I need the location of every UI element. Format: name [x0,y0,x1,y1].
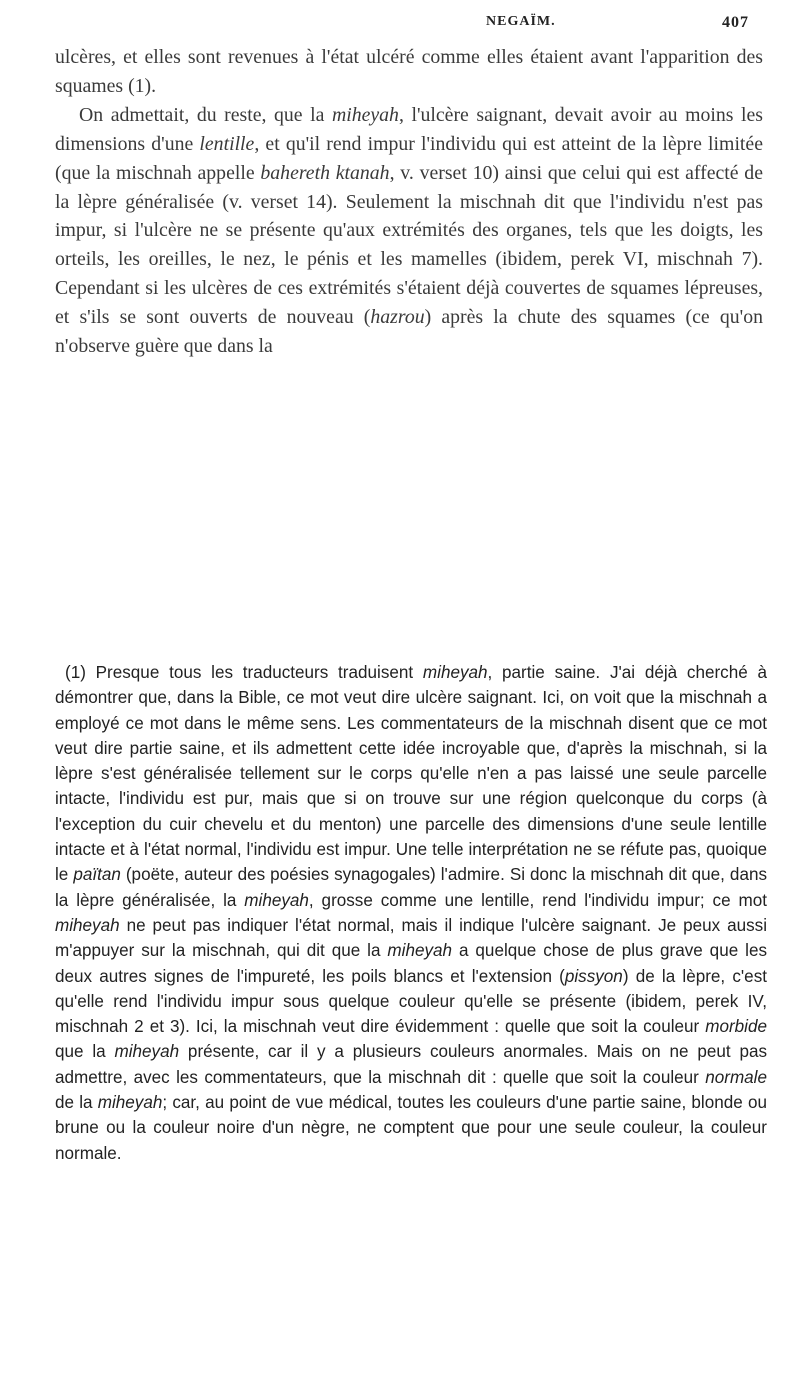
text-run: ; car, au point de vue médical, toutes les couleurs d'une partie saine, blonde ou brune ou la couleur noire d'un nègre, ne comptent que pour une seule couleur, la couleur normale. [55,1093,767,1163]
italic-term: hazrou [370,306,425,329]
main-text [55,43,763,361]
paragraph [55,101,763,361]
italic-term: miheyah [331,103,399,126]
page-number: 407 [722,14,749,31]
page-header [60,10,749,34]
italic-term: miheyah [387,941,453,961]
text-run: ulcères, et elles sont revenues à l'état ulcéré comme elles étaient avant l'apparition des squames (1). [55,46,763,97]
italic-term: bahereth ktanah [260,161,390,184]
text-run: , v. verset 10) ainsi que celui qui est affecté de la lèpre généralisée (v. verset 14). Seulement la mischnah dit que l'individu n'est pas impur, si l'ulcère ne se présente qu'aux extrémités des organes, tels que les doigts, les orteils, les oreilles, le nez, le pénis et les mamelles (ibidem, perek VI, mischnah 7). Cependant si les ulcères de ces extrémités s'étaient déjà couvertes de squames lépreuses, et s'ils se sont ouverts de nouveau ( [55,161,763,329]
text-run: (poëte, auteur des poésies synagogales) l'admire. Si donc la mischnah dit que, dans la lèpre généralisée, la [55,865,767,910]
text-run: de la [55,1093,98,1113]
text-run: présente, car il y a plusieurs couleurs anormales. Mais on ne peut pas admettre, avec les commentateurs, que la mischnah dit : quelle que soit la couleur [55,1042,768,1087]
text-run: , l'ulcère saignant, devait avoir au moins les dimensions d'une [55,103,763,155]
footnote-1 [55,660,767,1166]
text-run: (1) Presque tous les traducteurs traduisent [65,663,423,682]
italic-term: lentille [199,132,255,155]
text-run: ) après la chute des squames (ce qu'on n'observe guère que dans la [55,306,763,358]
text-run: ne peut pas indiquer l'état normal, mais il indique l'ulcère saignant. Je peux aussi m'appuyer sur la mischnah, qui dit que la [55,915,767,961]
text-run: , et qu'il rend impur l'individu qui est atteint de la lèpre limitée (que la mischnah appelle [55,132,763,184]
text-run: On admettait, du reste, que la [79,103,332,126]
text-run: ) de la lèpre, c'est qu'elle rend l'individu impur sous quelque couleur qu'elle se présente (ibidem, perek IV, mischnah 2 et 3). Ici, la mischnah veut dire évidemment : quelle que soit la couleur [55,966,767,1037]
italic-term: miheyah [422,663,488,682]
italic-term: normale [705,1067,767,1087]
italic-term: miheyah [97,1093,163,1113]
italic-term: morbide [705,1017,767,1037]
italic-term: païtan [73,865,121,885]
italic-term: miheyah [114,1042,180,1062]
text-run: , grosse comme une lentille, rend l'individu impur; ce mot [308,890,767,910]
italic-term: miheyah [244,890,309,910]
italic-term: miheyah [55,915,120,935]
text-run: que la [55,1042,115,1062]
text-run: , partie saine. J'ai déjà cherché à démontrer que, dans la Bible, ce mot veut dire ulcère saignant. Ici, on voit que la mischnah a employé ce mot dans le même sens. Les commentateurs de la mischnah disent que ce mot veut dire partie saine, et ils admettent cette idée incroyable que, d'après la mischnah, si la lèpre s'est généralisée tellement sur le corps qu'elle n'en a pas laissé une seule parcelle intacte, l'individu est pur, mais que si on trouve sur une région quelconque du corps (à l'exception du cuir chevelu et du menton) une parcelle des dimensions d'une seule lentille intacte et à l'état normal, l'individu est impur. Une telle interprétation ne se réfute pas, quoique le [55,663,768,885]
italic-term: pissyon [564,966,623,986]
running-title: NEGAÏM. [486,14,556,29]
footnotes [55,660,767,1166]
paragraph-continued [55,43,763,101]
text-run: a quelque chose de plus grave que les deux autres signes de l'impureté, les poils blancs et l'extension ( [55,941,767,986]
